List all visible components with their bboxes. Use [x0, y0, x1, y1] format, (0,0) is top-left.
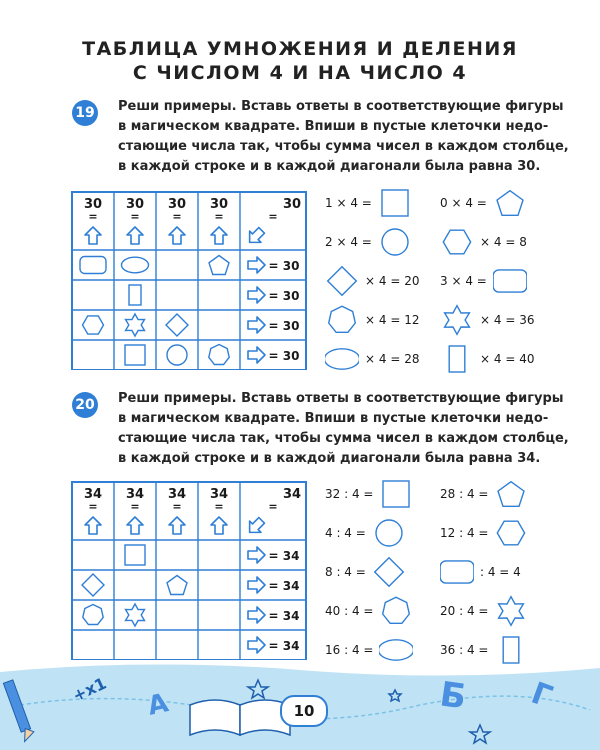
answer-shape[interactable]	[325, 343, 359, 375]
up-arrow-icon	[127, 227, 143, 244]
star-shape	[126, 314, 145, 336]
answer-shape[interactable]	[494, 478, 528, 510]
equation	[325, 226, 412, 258]
row-sum: = 34	[268, 549, 300, 563]
equation	[325, 478, 413, 510]
diagonal-arrow-icon	[244, 225, 267, 248]
row-sum: = 34	[268, 579, 300, 593]
task-19-line: Реши примеры. Вставь ответы в соответствующие фигуры	[118, 99, 564, 114]
row-sum: = 34	[268, 609, 300, 623]
answer-shape[interactable]	[440, 343, 474, 375]
equation-left: 16 : 4 =	[325, 643, 374, 657]
pentagon-shape	[167, 576, 187, 595]
column-sum: 30	[83, 197, 103, 212]
square-shape	[125, 345, 145, 365]
diagonal-sum: 30	[282, 197, 302, 212]
task-19-line: в каждой строке и в каждой диагонали была равна 30.	[118, 159, 541, 174]
column-sum: 34	[83, 487, 103, 502]
equals-sign: =	[172, 500, 182, 513]
up-arrow-icon	[211, 517, 227, 534]
equation	[440, 556, 521, 588]
answer-shape[interactable]	[379, 478, 413, 510]
answer-shape[interactable]	[493, 187, 527, 219]
column-sum: 34	[167, 487, 187, 502]
magic-square-20	[70, 480, 310, 660]
hexagon-shape	[443, 230, 470, 254]
equation-right: × 4 = 40	[480, 352, 535, 366]
hexagon-shape	[83, 316, 104, 334]
equation	[325, 556, 406, 588]
equation-left: 0 × 4 =	[440, 196, 487, 210]
up-arrow-icon	[85, 517, 101, 534]
equation-right: × 4 = 8	[480, 235, 527, 249]
circle-shape	[382, 229, 408, 255]
column-sum: 30	[209, 197, 229, 212]
diagonal-arrow-icon	[244, 515, 267, 538]
equation	[325, 187, 412, 219]
up-arrow-icon	[169, 227, 185, 244]
up-arrow-icon	[127, 517, 143, 534]
answer-shape[interactable]	[378, 187, 412, 219]
row-sum: = 30	[268, 259, 300, 273]
task-20-number: 20	[72, 392, 98, 418]
equation	[440, 343, 534, 375]
equation	[440, 595, 528, 627]
answer-shape[interactable]	[494, 595, 528, 627]
equals-sign: =	[130, 500, 140, 513]
right-arrow-icon	[248, 577, 265, 593]
equation	[325, 517, 406, 549]
row-sum: = 34	[268, 639, 300, 653]
task-20-text	[118, 389, 569, 469]
task-19-line: стающие числа так, чтобы сумма чисел в каждом столбце,	[118, 139, 569, 154]
star-shape	[445, 306, 470, 335]
answer-shape[interactable]	[494, 517, 528, 549]
equation-left: 3 × 4 =	[440, 274, 487, 288]
equation-right: × 4 = 12	[365, 313, 420, 327]
task-20-line: стающие числа так, чтобы сумма чисел в каждом столбце,	[118, 431, 569, 446]
heptagon-shape	[83, 605, 103, 625]
circle-shape	[376, 520, 402, 546]
diamond-shape	[82, 574, 104, 596]
equation-left: 8 : 4 =	[325, 565, 366, 579]
equation-right: × 4 = 20	[365, 274, 420, 288]
equals-sign: =	[88, 500, 98, 513]
equation	[325, 343, 419, 375]
equation-right: : 4 = 4	[480, 565, 521, 579]
equals-sign: =	[130, 210, 140, 223]
page-title-line1: ТАБЛИЦА УМНОЖЕНИЯ И ДЕЛЕНИЯ	[82, 38, 518, 60]
open-book-icon	[190, 700, 290, 735]
row-sum: = 30	[268, 289, 300, 303]
equation	[440, 478, 528, 510]
column-sum: 30	[125, 197, 145, 212]
page-number: 10	[280, 695, 328, 727]
star-shape	[499, 597, 524, 626]
answer-shape[interactable]	[372, 517, 406, 549]
right-arrow-icon	[248, 287, 265, 303]
equals-sign: =	[268, 210, 278, 223]
magic-square-19	[70, 190, 310, 370]
equals-sign: =	[214, 500, 224, 513]
equation-right: × 4 = 28	[365, 352, 420, 366]
row-sum: = 30	[268, 349, 300, 363]
heptagon-shape	[329, 306, 356, 332]
answer-shape[interactable]	[379, 595, 413, 627]
footer-letter-a: А	[145, 688, 172, 722]
up-arrow-icon	[211, 227, 227, 244]
rounded-rect-shape	[493, 270, 527, 292]
hexagon-shape	[498, 521, 525, 545]
equals-sign: =	[214, 210, 224, 223]
row-sum: = 30	[268, 319, 300, 333]
equation	[440, 187, 527, 219]
equation-left: 20 : 4 =	[440, 604, 489, 618]
up-arrow-icon	[85, 227, 101, 244]
square-shape	[382, 190, 408, 216]
equation	[325, 304, 419, 336]
pentagon-shape	[497, 191, 523, 216]
tall-rect-shape	[449, 346, 465, 372]
answer-shape[interactable]	[378, 226, 412, 258]
task-20-line: в магическом квадрате. Впиши в пустые клеточки недо-	[118, 411, 549, 426]
answer-shape[interactable]	[372, 556, 406, 588]
task-19-text	[118, 97, 569, 177]
circle-shape	[167, 345, 187, 365]
star-shape	[126, 604, 145, 626]
equation-left: 32 : 4 =	[325, 487, 374, 501]
equation-left: 2 × 4 =	[325, 235, 372, 249]
task-19-number: 19	[72, 100, 98, 126]
diamond-shape	[166, 314, 188, 336]
equation-left: 36 : 4 =	[440, 643, 489, 657]
footer-letter-b: Б	[437, 674, 469, 718]
column-sum: 34	[209, 487, 229, 502]
heptagon-shape	[209, 345, 229, 365]
task-19-line: в магическом квадрате. Впиши в пустые клеточки недо-	[118, 119, 549, 134]
footer-math-marks: +x1	[69, 673, 110, 706]
rounded-rect-shape	[80, 257, 106, 274]
diamond-shape	[375, 558, 404, 587]
right-arrow-icon	[248, 607, 265, 623]
answer-shape[interactable]	[325, 265, 359, 297]
task-20-line: Реши примеры. Вставь ответы в соответствующие фигуры	[118, 391, 564, 406]
ellipse-shape	[325, 349, 359, 369]
right-arrow-icon	[248, 347, 265, 363]
equals-sign: =	[268, 500, 278, 513]
answer-shape[interactable]	[440, 304, 474, 336]
equation-left: 1 × 4 =	[325, 196, 372, 210]
pentagon-shape	[209, 256, 229, 275]
equals-sign: =	[88, 210, 98, 223]
equation	[440, 517, 528, 549]
column-sum: 30	[167, 197, 187, 212]
pentagon-shape	[498, 482, 524, 507]
right-arrow-icon	[248, 547, 265, 563]
equation-left: 4 : 4 =	[325, 526, 366, 540]
equation	[440, 265, 527, 297]
equals-sign: =	[172, 210, 182, 223]
page-title-line2: С ЧИСЛОМ 4 И НА ЧИСЛО 4	[132, 62, 468, 84]
equation	[440, 226, 527, 258]
answer-shape[interactable]	[440, 226, 474, 258]
right-arrow-icon	[248, 257, 265, 273]
column-sum: 34	[125, 487, 145, 502]
answer-shape[interactable]	[440, 556, 474, 588]
equation-left: 40 : 4 =	[325, 604, 374, 618]
right-arrow-icon	[248, 317, 265, 333]
task-20-line: в каждой строке и в каждой диагонали была равна 34.	[118, 451, 541, 466]
diamond-shape	[328, 267, 357, 296]
square-shape	[125, 545, 145, 565]
ellipse-shape	[122, 257, 149, 273]
footer-letter-g: Г	[526, 675, 557, 716]
answer-shape[interactable]	[325, 304, 359, 336]
equation	[440, 304, 534, 336]
equation-left: 28 : 4 =	[440, 487, 489, 501]
tall-rect-shape	[129, 285, 141, 305]
diagonal-sum: 34	[282, 487, 302, 502]
equation-left: 12 : 4 =	[440, 526, 489, 540]
rounded-rect-shape	[440, 561, 474, 583]
equation-right: × 4 = 36	[480, 313, 535, 327]
up-arrow-icon	[169, 517, 185, 534]
heptagon-shape	[383, 597, 410, 623]
square-shape	[383, 481, 409, 507]
equation	[325, 595, 413, 627]
equation	[325, 265, 419, 297]
answer-shape[interactable]	[493, 265, 527, 297]
